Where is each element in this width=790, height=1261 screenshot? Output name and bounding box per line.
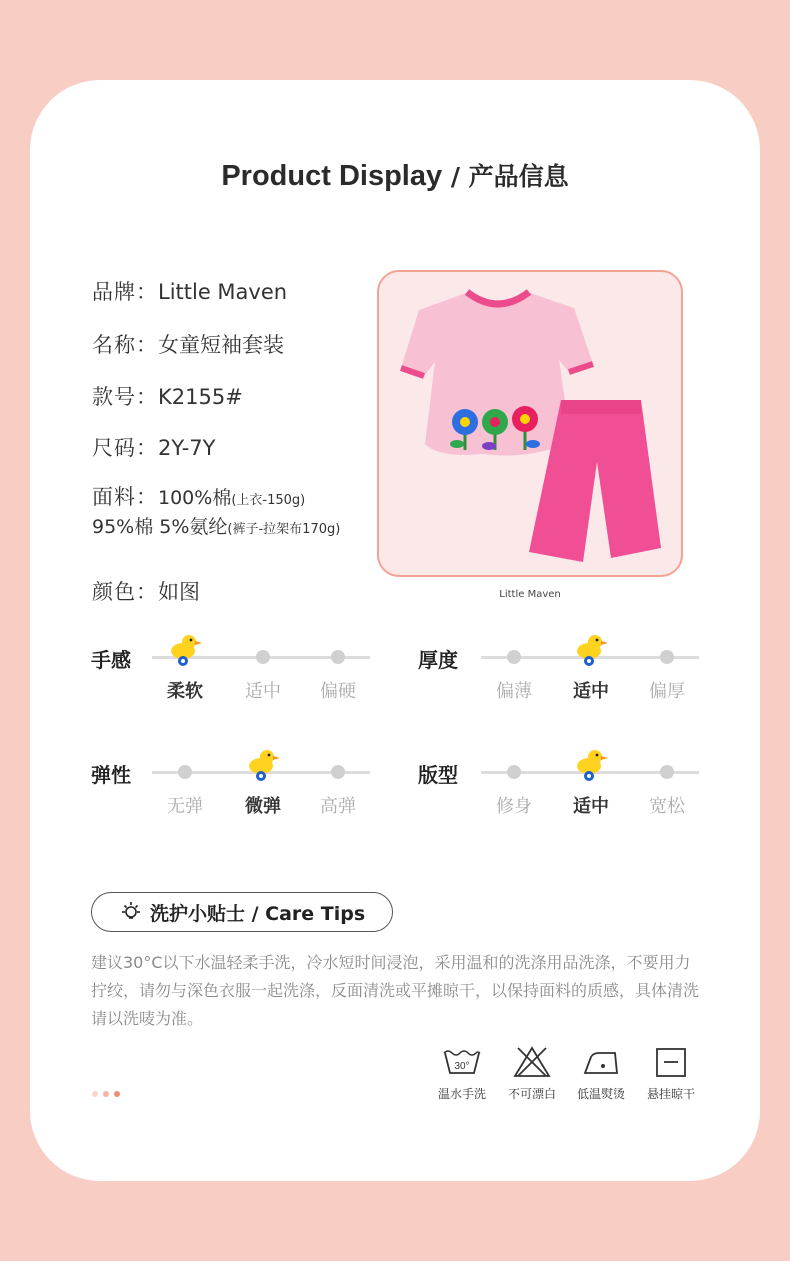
scale-label-fit: 版型 <box>418 763 458 787</box>
page-title <box>0 157 790 193</box>
scale-dot <box>256 650 270 664</box>
dot-2 <box>103 1091 109 1097</box>
scale-dot <box>507 765 521 779</box>
photo-caption: Little Maven <box>499 589 561 600</box>
scale-dot <box>331 650 345 664</box>
care-icon-hand-wash: 30° 温水手洗 <box>427 1045 497 1102</box>
duck-marker-icon <box>245 746 281 782</box>
scale-dot <box>178 765 192 779</box>
scale-dot <box>331 765 345 779</box>
duck-marker-icon <box>573 631 609 667</box>
scale-option-elasticity: 无弹 <box>167 796 203 817</box>
scale-option-elasticity: 高弹 <box>320 796 356 817</box>
scale-option-thickness: 偏厚 <box>649 681 685 702</box>
scale-label-hand-feel: 手感 <box>91 648 131 672</box>
info-name: 名称：女童短袖套装 <box>92 333 284 357</box>
info-color: 颜色：如图 <box>92 580 200 604</box>
care-icon-hang-dry: 悬挂晾干 <box>636 1045 706 1102</box>
duck-marker-icon <box>167 631 203 667</box>
care-icon-low-iron: 低温熨烫 <box>566 1045 636 1102</box>
flower-embroidery <box>450 406 540 450</box>
info-style-number: 款号：K2155# <box>92 385 243 409</box>
wash-temp-label: 30° <box>454 1061 470 1072</box>
scale-dot <box>507 650 521 664</box>
title-en: Product Display <box>221 160 443 192</box>
scale-option-fit: 修身 <box>496 796 532 817</box>
decorative-dots <box>92 1091 120 1097</box>
scale-option-hand-feel: 适中 <box>245 681 281 702</box>
scale-option-hand-feel: 偏硬 <box>320 681 356 702</box>
no-bleach-icon <box>512 1045 552 1079</box>
dot-3 <box>114 1091 120 1097</box>
duck-marker-icon <box>573 746 609 782</box>
title-cn: 产品信息 <box>468 162 569 191</box>
scale-option-fit: 适中 <box>573 796 609 817</box>
info-size: 尺码：2Y-7Y <box>92 436 216 460</box>
care-tips-title: 洗护小贴士 / Care Tips <box>150 902 366 925</box>
info-brand: 品牌：Little Maven <box>92 280 288 304</box>
lightbulb-icon <box>120 901 142 923</box>
scale-dot <box>660 650 674 664</box>
info-fabric-top: 面料：100%棉(上衣-150g) <box>92 485 306 509</box>
scale-label-thickness: 厚度 <box>418 648 458 672</box>
low-iron-icon <box>581 1045 621 1079</box>
scale-label-elasticity: 弹性 <box>91 763 131 787</box>
title-separator: / <box>442 162 469 191</box>
scale-dot <box>660 765 674 779</box>
care-icon-no-bleach: 不可漂白 <box>497 1045 567 1102</box>
dot-1 <box>92 1091 98 1097</box>
product-photo <box>377 270 683 577</box>
hang-dry-icon <box>651 1045 691 1079</box>
care-instructions: 建议30°C以下水温轻柔手洗，冷水短时间浸泡，采用温和的洗涤用品洗涤，不要用力拧绞，请勿与深色衣服一起洗涤，反面清洗或平摊晾干，以保持面料的质感，具体清洗请以洗唛为准。 <box>91 953 700 1028</box>
scale-option-thickness: 适中 <box>573 681 609 702</box>
hand-wash-30-icon <box>442 1045 482 1079</box>
care-tips-header <box>91 892 393 932</box>
scale-option-fit: 宽松 <box>649 796 685 817</box>
scale-option-hand-feel: 柔软 <box>167 681 203 702</box>
scale-option-elasticity: 微弹 <box>245 796 281 817</box>
scale-option-thickness: 偏薄 <box>496 681 532 702</box>
info-fabric-pants: 95%棉 5%氨纶(裤子-拉架布170g) <box>92 516 341 538</box>
